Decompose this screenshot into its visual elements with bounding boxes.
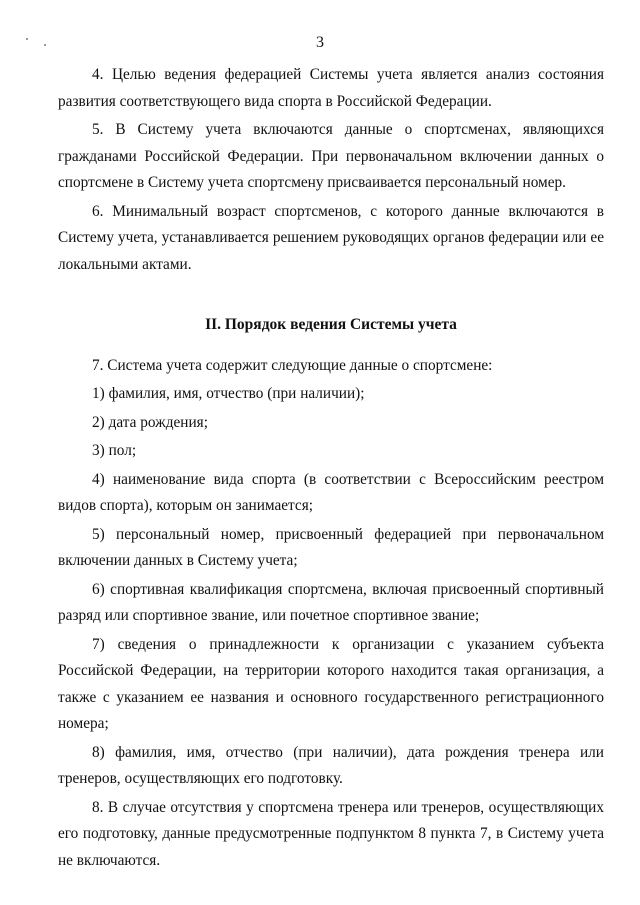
list-item: 8) фамилия, имя, отчество (при наличии), дата рождения тренера или тренеров, осуществляющих его подготовку. [58, 743, 604, 787]
document-body [58, 62, 604, 876]
list-item: 1) фамилия, имя, отчество (при наличии); [92, 385, 365, 402]
section-heading: II. Порядок ведения Системы учета [205, 316, 457, 333]
list-item: 3) пол; [92, 442, 137, 459]
list-item: 6) спортивная квалификация спортсмена, включая присвоенный спортивный разряд или спортивное звание, или почетное спортивное звание; [58, 580, 604, 624]
paragraph-8: 8. В случае отсутствия у спортсмена тренера или тренеров, осуществляющих его подготовку, данные предусмотренные подпунктом 8 пункта 7, в Систему учета не включаются. [58, 798, 604, 869]
list-item: 4) наименование вида спорта (в соответствии с Всероссийским реестром видов спорта), которым он занимается; [58, 470, 604, 514]
list-item: 5) персональный номер, присвоенный федерацией при первоначальном включении данных в Систему учета; [58, 525, 604, 569]
list-item: 2) дата рождения; [92, 413, 208, 431]
paragraph-7: 7. Система учета содержит следующие данные о спортсмене: [92, 356, 493, 374]
list-item: 7) сведения о принадлежности к организации с указанием субъекта Российской Федерации, на территории которого находится такая организация, а также с указанием ее названия и основного государственного регистрационного номера; [58, 635, 604, 732]
paragraph-4: 4. Целью ведения федерацией Системы учета является анализ состояния развития соответствующего вида спорта в Российской Федерации. [58, 66, 604, 110]
paragraph-5: 5. В Систему учета включаются данные о спортсменах, являющихся гражданами Российской Федерации. При первоначальном включении данных о спортсмене в Систему учета спортсмену присваивается персональный номер. [58, 121, 604, 191]
page-number: 3 [316, 34, 324, 51]
paragraph-6: 6. Минимальный возраст спортсменов, с которого данные включаются в Систему учета, устанавливается решением руководящих органов федерации или ее локальными актами. [58, 202, 604, 273]
